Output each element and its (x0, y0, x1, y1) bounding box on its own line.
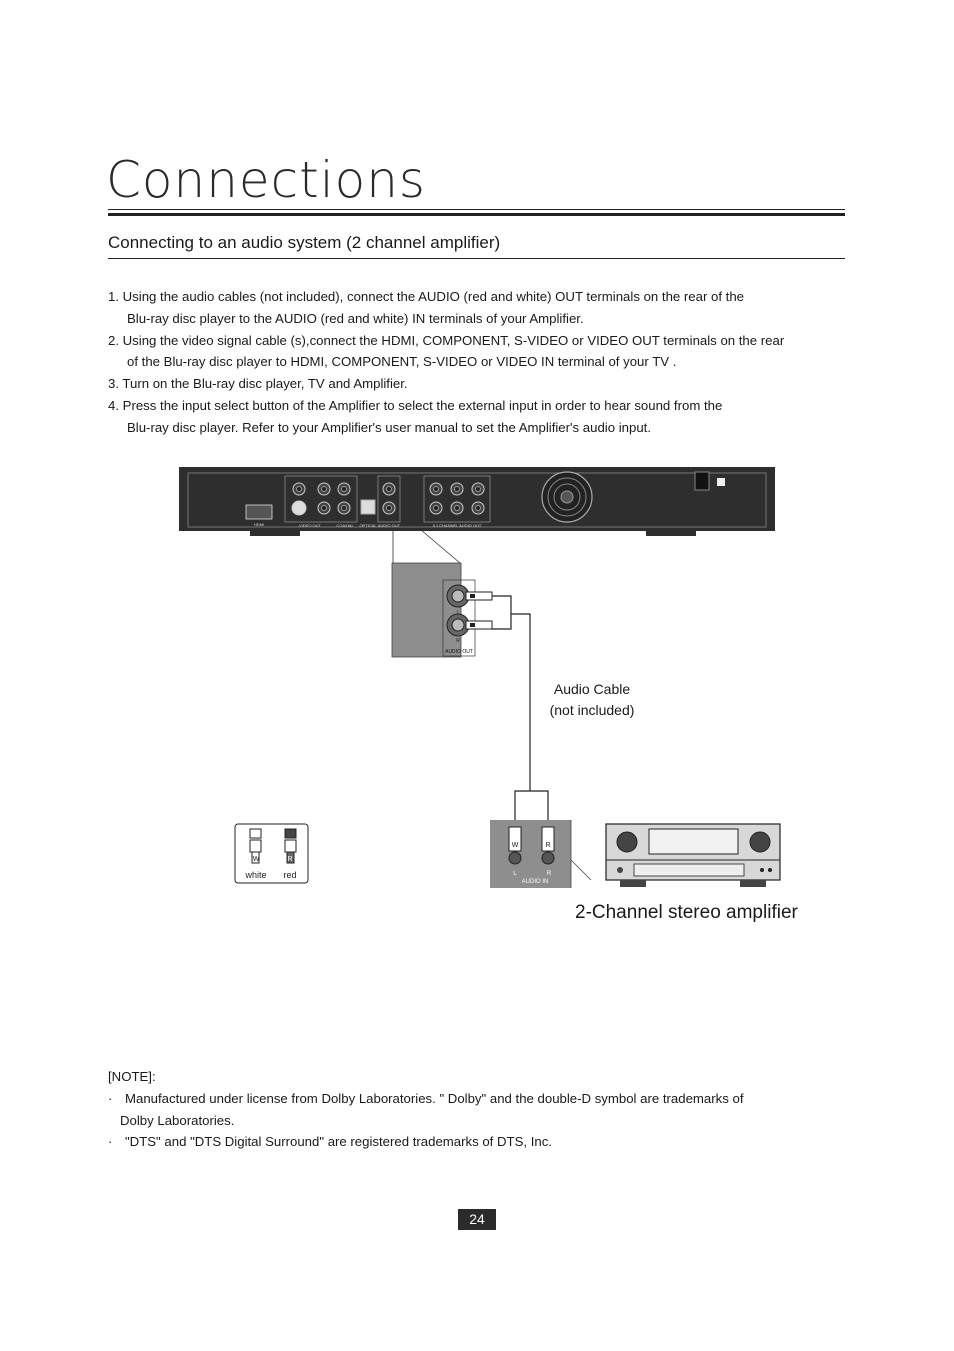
svideo-port-icon (292, 501, 306, 515)
legend-plug-w: W (252, 856, 260, 863)
step-4-line-1: 4. Press the input select button of the Amplifier to select the external input in order to hear sound from the (108, 397, 723, 413)
step-1-line-1: 1. Using the audio cables (not included), connect the AUDIO (red and white) OUT terminals on the rear of the (108, 289, 745, 304)
audio-cable-label-line-1: Audio Cable (553, 681, 631, 697)
label-video-out: VIDEO OUT (298, 523, 322, 528)
legend-white: white (245, 870, 267, 880)
label-surround-out: 5.1 CHANNEL AUDIO OUT (432, 523, 482, 528)
cooling-fan-icon (542, 472, 592, 522)
label-audio-out: AUDIO OUT (377, 523, 401, 528)
power-inlet-icon (695, 472, 709, 490)
note-bullet-2: · (108, 1134, 113, 1150)
audio-cable-label-line-2: (not included) (549, 701, 635, 718)
note-item-2 (108, 1131, 744, 1153)
hdmi-port-icon (246, 505, 272, 519)
plug-in-r: R (545, 842, 551, 849)
legend-red: red (283, 870, 297, 880)
step-2-line-1: 2. Using the video signal cable (s),connect the HDMI, COMPONENT, S-VIDEO or VIDEO OUT terminals on the rear (108, 332, 785, 348)
audio-cable-label (535, 679, 649, 720)
section-heading: Connecting to an audio system (2 channel amplifier) (108, 233, 501, 252)
step-4-line-2: Blu-ray disc player. Refer to your Amplifier's user manual to set the Amplifier's audio input. (127, 419, 651, 435)
step-1-line-2: Blu-ray disc player to the AUDIO (red and white) IN terminals of your Amplifier. (127, 310, 584, 326)
step-3-line-1: 3. Turn on the Blu-ray disc player, TV and Amplifier. (108, 376, 408, 392)
audio-in-panel (490, 820, 591, 888)
note-bullet-1: · (108, 1090, 113, 1106)
audio-out-r: R (456, 638, 460, 644)
bluray-player-rear-panel (179, 467, 775, 536)
audio-out-panel-label: AUDIO OUT (445, 649, 473, 655)
step-2-line-2: of the Blu-ray disc player to HDMI, COMPONENT, S-VIDEO or VIDEO IN terminal of your TV . (127, 354, 677, 370)
note-item-2-line-1: "DTS" and "DTS Digital Surround" are registered trademarks of DTS, Inc. (125, 1134, 552, 1150)
note-item-1 (108, 1088, 744, 1110)
audio-in-label: AUDIO IN (521, 879, 549, 885)
audio-out-zoom-panel (392, 563, 492, 657)
audio-in-l: L (513, 871, 517, 877)
audio-in-r: R (546, 871, 552, 877)
label-hdmi: HDMI (253, 522, 265, 527)
note-block (108, 1066, 744, 1153)
plug-color-legend (235, 824, 308, 883)
page-title: Connections (106, 151, 426, 209)
note-item-1-line-1: Manufactured under license from Dolby Laboratories. " Dolby" and the double-D symbol are trademarks of (125, 1090, 744, 1106)
note-item-1-line-2: Dolby Laboratories. (120, 1112, 235, 1128)
power-switch-icon (717, 478, 725, 486)
audio-out-l: L (456, 610, 460, 616)
amplifier-caption: 2-Channel stereo amplifier (575, 902, 798, 923)
plug-in-w: W (511, 842, 519, 849)
page-number: 24 (458, 1209, 496, 1230)
note-header: [NOTE]: (108, 1069, 156, 1084)
label-coaxial: COAXIAL (336, 523, 354, 528)
label-optical: OPTICAL (359, 523, 377, 528)
amplifier-icon (606, 824, 780, 887)
optical-port-icon (361, 500, 375, 514)
legend-plug-r: R (287, 856, 293, 863)
